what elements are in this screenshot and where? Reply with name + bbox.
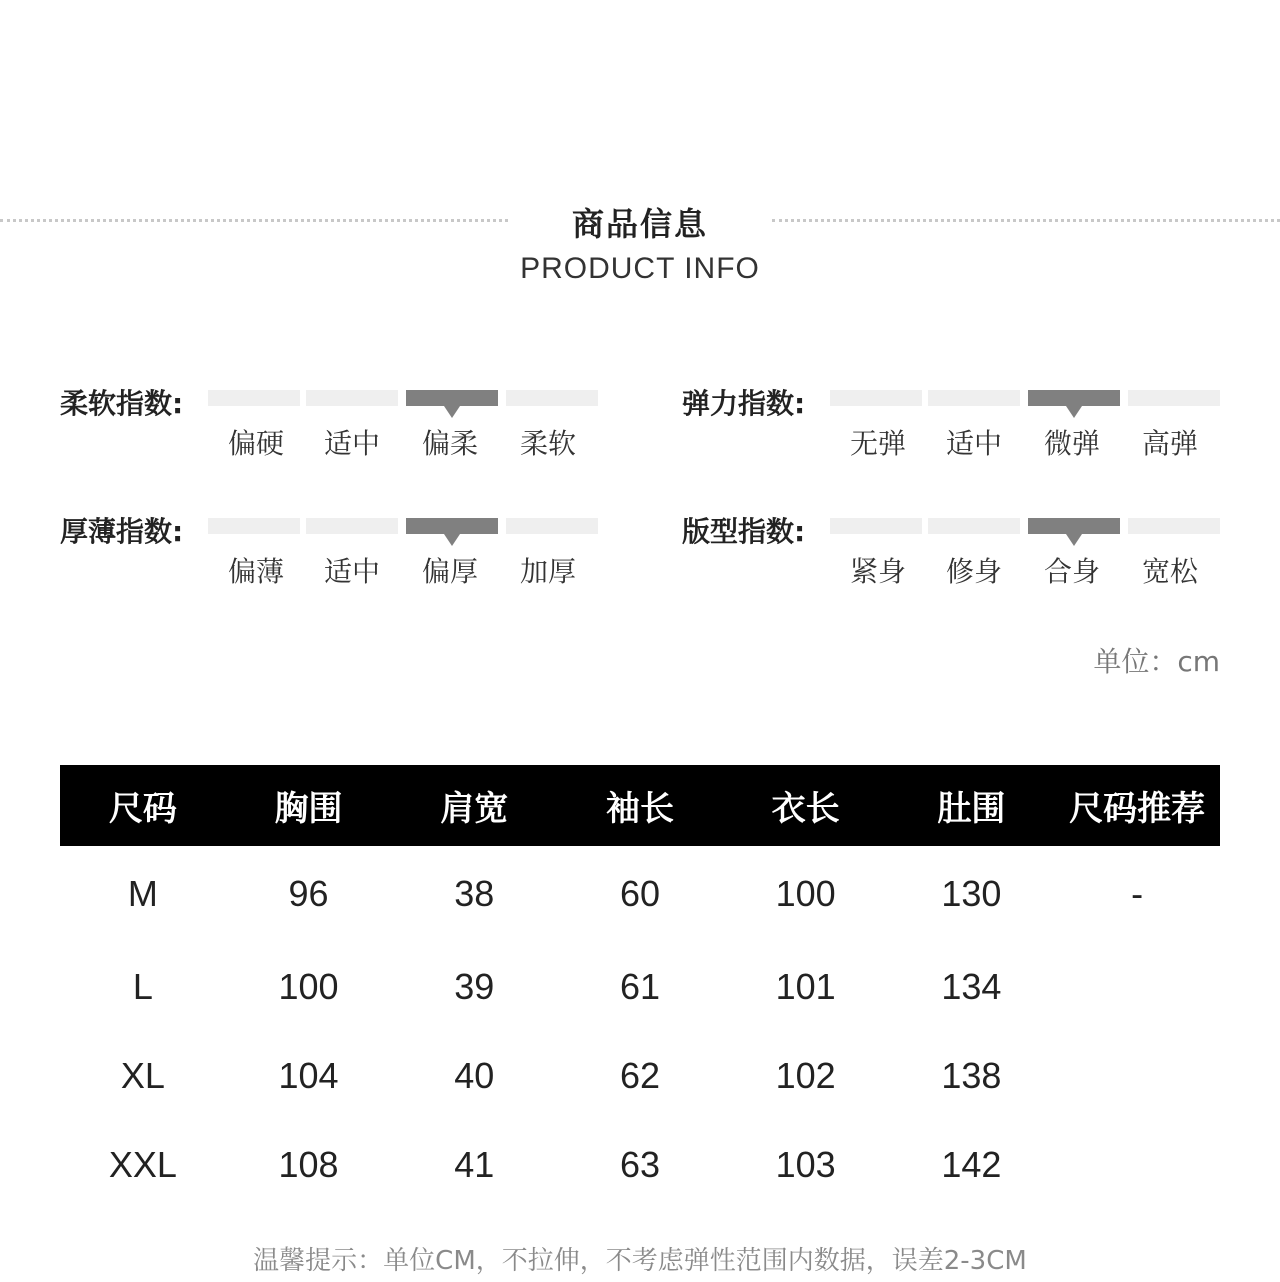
elasticity-option: 微弹 [1043, 427, 1100, 460]
fit-segment [1128, 518, 1220, 534]
thickness-label: 厚薄指数: [60, 515, 184, 548]
softness-option: 偏柔 [421, 427, 478, 460]
thickness-option: 偏薄 [227, 555, 284, 588]
thickness-option: 偏厚 [421, 555, 478, 588]
fit-option: 合身 [1043, 555, 1100, 588]
table-cell: 100 [775, 873, 836, 914]
table-header: 尺码推荐 [1054, 765, 1220, 846]
table-header: 袖长 [557, 765, 723, 846]
table-header: 肩宽 [391, 765, 557, 846]
section-subtitle: PRODUCT INFO [520, 252, 760, 285]
table-cell: 142 [941, 1143, 1002, 1185]
thickness-segment-selected [406, 518, 498, 534]
fit-option: 宽松 [1141, 555, 1198, 588]
table-cell: 104 [278, 1054, 339, 1096]
table-cell: 130 [941, 873, 1002, 914]
thickness-segment [208, 518, 300, 534]
softness-option: 偏硬 [227, 427, 284, 460]
thickness-segment [506, 518, 598, 534]
table-header-row [60, 765, 1220, 846]
table-cell: 103 [775, 1143, 836, 1185]
table-cell: M [127, 873, 158, 914]
table-cell: XL [120, 1054, 165, 1096]
softness-segment [506, 390, 598, 406]
table-cell: 60 [619, 873, 660, 914]
fit-label: 版型指数: [682, 515, 806, 548]
thickness-option: 适中 [323, 555, 380, 588]
table-cell: 62 [619, 1054, 660, 1096]
table-row [60, 1031, 1220, 1120]
table-row [60, 942, 1220, 1031]
elasticity-option: 无弹 [849, 427, 906, 460]
elasticity-segment [830, 390, 922, 406]
fit-option: 紧身 [849, 555, 906, 588]
table-cell [1054, 1031, 1220, 1120]
table-cell: L [132, 965, 153, 1007]
table-cell: 134 [941, 965, 1002, 1007]
size-table [60, 765, 1220, 1209]
table-cell [1054, 942, 1220, 1031]
table-cell: 96 [288, 873, 329, 914]
softness-segment [208, 390, 300, 406]
elasticity-rating [682, 382, 1242, 472]
table-cell: 108 [278, 1143, 339, 1185]
table-row [60, 846, 1220, 942]
table-cell: 102 [775, 1054, 836, 1096]
table-cell: - [1131, 873, 1144, 914]
elasticity-segment-selected [1028, 390, 1120, 406]
elasticity-segment [928, 390, 1020, 406]
table-cell: 138 [941, 1054, 1002, 1096]
table-cell: 101 [775, 965, 836, 1007]
softness-rating [60, 382, 620, 472]
softness-option: 柔软 [519, 427, 576, 460]
unit-label: 单位：cm [1093, 645, 1220, 678]
table-header: 尺码 [60, 765, 226, 846]
table-cell: 41 [454, 1143, 495, 1185]
fit-segment [830, 518, 922, 534]
elasticity-option: 高弹 [1141, 427, 1198, 460]
table-cell: 100 [278, 965, 339, 1007]
table-cell: 38 [454, 873, 495, 914]
softness-segment [306, 390, 398, 406]
table-header: 肚围 [889, 765, 1055, 846]
elasticity-label: 弹力指数: [682, 387, 806, 420]
softness-label: 柔软指数: [60, 387, 184, 420]
thickness-option: 加厚 [519, 555, 576, 588]
table-cell: XXL [108, 1143, 177, 1185]
table-header: 衣长 [723, 765, 889, 846]
table-cell: 63 [619, 1143, 660, 1185]
section-title: 商品信息 [571, 205, 708, 243]
table-cell: 61 [619, 965, 660, 1007]
elasticity-segment [1128, 390, 1220, 406]
softness-option: 适中 [323, 427, 380, 460]
table-row [60, 1120, 1220, 1209]
table-cell: 40 [454, 1054, 495, 1096]
table-header: 胸围 [226, 765, 392, 846]
table-cell: 39 [454, 965, 495, 1007]
fit-option: 修身 [945, 555, 1002, 588]
table-cell [1054, 1120, 1220, 1209]
fit-segment [928, 518, 1020, 534]
thickness-rating [60, 510, 620, 600]
footer-tip: 温馨提示：单位CM，不拉伸，不考虑弹性范围内数据，误差2-3CM [253, 1246, 1027, 1276]
softness-segment-selected [406, 390, 498, 406]
fit-rating [682, 510, 1242, 600]
fit-segment-selected [1028, 518, 1120, 534]
thickness-segment [306, 518, 398, 534]
elasticity-option: 适中 [945, 427, 1002, 460]
